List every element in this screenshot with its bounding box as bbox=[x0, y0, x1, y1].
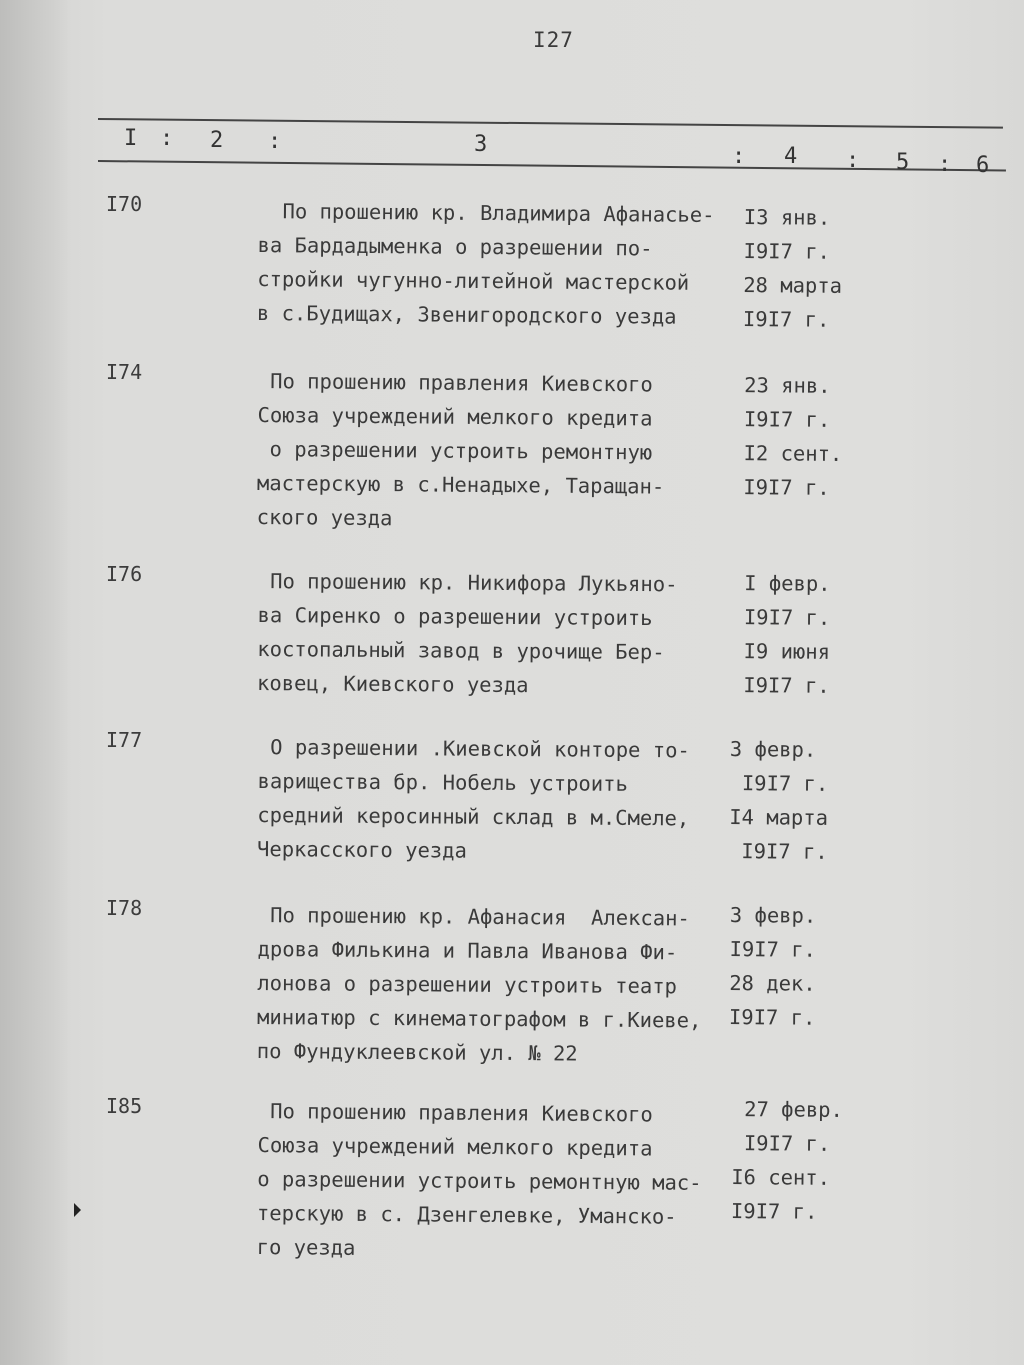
date-line: I2 сент. bbox=[731, 440, 843, 466]
record-description bbox=[257, 364, 738, 538]
record-number: I74 bbox=[106, 360, 143, 384]
header-rule-bottom bbox=[98, 160, 1006, 172]
date-line: I9I7 г. bbox=[728, 838, 828, 864]
record-description bbox=[257, 1094, 738, 1268]
date-line: 3 февр. bbox=[729, 736, 817, 762]
header-separator: : bbox=[268, 129, 282, 154]
header-separator: : bbox=[846, 148, 860, 173]
date-line: 28 марта bbox=[743, 272, 843, 298]
record-dates bbox=[743, 200, 884, 337]
description-line: ковец, Киевского уезда bbox=[256, 670, 529, 698]
record-description bbox=[257, 730, 738, 870]
description-line: Черкасского уезда bbox=[256, 836, 467, 863]
date-line: I4 марта bbox=[729, 804, 829, 830]
description-line: По прошению правления Киевского bbox=[257, 1098, 653, 1127]
record-number: I70 bbox=[106, 192, 143, 216]
record-number: I77 bbox=[106, 728, 143, 752]
description-line: дрова Филькина и Павла Иванова Фи- bbox=[257, 936, 678, 965]
header-col-1: I bbox=[124, 126, 138, 151]
header-separator: : bbox=[938, 152, 952, 177]
header-col-5: 5 bbox=[896, 150, 910, 175]
description-line: ского уезда bbox=[256, 504, 393, 531]
header-separator: : bbox=[160, 126, 174, 151]
date-line: I9I7 г. bbox=[729, 770, 829, 796]
header-col-2: 2 bbox=[210, 128, 224, 153]
record-dates bbox=[731, 368, 872, 505]
description-line: миниатюр с кинематографом в г.Киеве, bbox=[256, 1004, 702, 1033]
description-line: в с.Будищах, Звенигородского уезда bbox=[256, 300, 677, 329]
description-line: Союза учреждений мелкого кредита bbox=[257, 1132, 653, 1161]
description-line: По прошению кр. Никифора Лукьяно- bbox=[257, 568, 678, 597]
date-line: 27 февр. bbox=[731, 1096, 844, 1122]
description-line: ва Сиренко о разрешении устроить bbox=[257, 602, 653, 631]
header-separator: : bbox=[732, 144, 746, 169]
record-number: I76 bbox=[106, 562, 143, 586]
description-line: по Фундуклеевской ул. № 22 bbox=[256, 1038, 578, 1066]
page-number: I27 bbox=[533, 28, 574, 52]
header-col-3: 3 bbox=[474, 132, 488, 157]
date-line: 23 янв. bbox=[731, 372, 831, 398]
description-line: средний керосинный склад в м.Смеле, bbox=[257, 802, 690, 831]
date-line: I9I7 г. bbox=[731, 406, 831, 432]
description-line: костопальный завод в урочище Бер- bbox=[257, 636, 665, 665]
date-line: I февр. bbox=[731, 570, 831, 596]
description-line: о разрешении устроить ремонтную bbox=[257, 436, 653, 465]
description-line: варищества бр. Нобель устроить bbox=[257, 768, 628, 796]
header-rule-top bbox=[98, 118, 1003, 129]
date-line: I9I7 г. bbox=[743, 238, 831, 264]
date-line: I9I7 г. bbox=[731, 1130, 831, 1156]
description-line: го уезда bbox=[256, 1234, 356, 1260]
date-line: 3 февр. bbox=[729, 902, 817, 928]
description-line: О разрешении .Киевской конторе то- bbox=[257, 734, 690, 763]
header-col-4: 4 bbox=[784, 144, 798, 169]
header-col-6: 6 bbox=[976, 153, 990, 178]
date-line: I9I7 г. bbox=[730, 672, 830, 698]
page-spine-shadow bbox=[0, 0, 70, 1365]
record-description bbox=[257, 898, 738, 1072]
date-line: I6 сент. bbox=[731, 1164, 831, 1190]
description-line: стройки чугунно-литейной мастерской bbox=[257, 266, 690, 295]
record-dates bbox=[731, 1092, 872, 1229]
description-line: ва Бардадыменка о разрешении по- bbox=[257, 232, 653, 261]
record-dates bbox=[729, 732, 870, 869]
description-line: По прошению кр. Афанасия Алексан- bbox=[257, 902, 690, 931]
date-line: I9I7 г. bbox=[731, 604, 831, 630]
record-dates bbox=[731, 566, 872, 703]
description-line: лонова о разрешении устроить театр bbox=[257, 970, 678, 999]
description-line: о разрешении устроить ремонтную мас- bbox=[257, 1166, 702, 1195]
description-line: Союза учреждений мелкого кредита bbox=[257, 402, 653, 431]
date-line: I9I7 г. bbox=[729, 936, 817, 962]
record-description bbox=[257, 564, 738, 704]
date-line: I9I7 г. bbox=[730, 474, 830, 500]
date-line: I9I7 г. bbox=[742, 306, 830, 332]
description-line: По прошению кр. Владимира Афанасье- bbox=[257, 198, 715, 227]
record-number: I85 bbox=[106, 1094, 143, 1118]
date-line: I9 июня bbox=[731, 638, 831, 664]
date-line: 28 дек. bbox=[729, 970, 816, 996]
date-line: I9I7 г. bbox=[728, 1004, 816, 1030]
description-line: По прошению правления Киевского bbox=[257, 368, 653, 397]
record-dates bbox=[729, 898, 870, 1035]
date-line: I9I7 г. bbox=[730, 1198, 818, 1224]
description-line: мастерскую в с.Ненадыхе, Таращан- bbox=[256, 470, 665, 499]
description-line: терскую в с. Дзенгелевке, Уманско- bbox=[256, 1200, 677, 1229]
record-number: I78 bbox=[106, 896, 143, 920]
date-line: I3 янв. bbox=[743, 204, 831, 230]
record-description bbox=[257, 194, 738, 334]
margin-arrow-mark bbox=[74, 1203, 81, 1217]
